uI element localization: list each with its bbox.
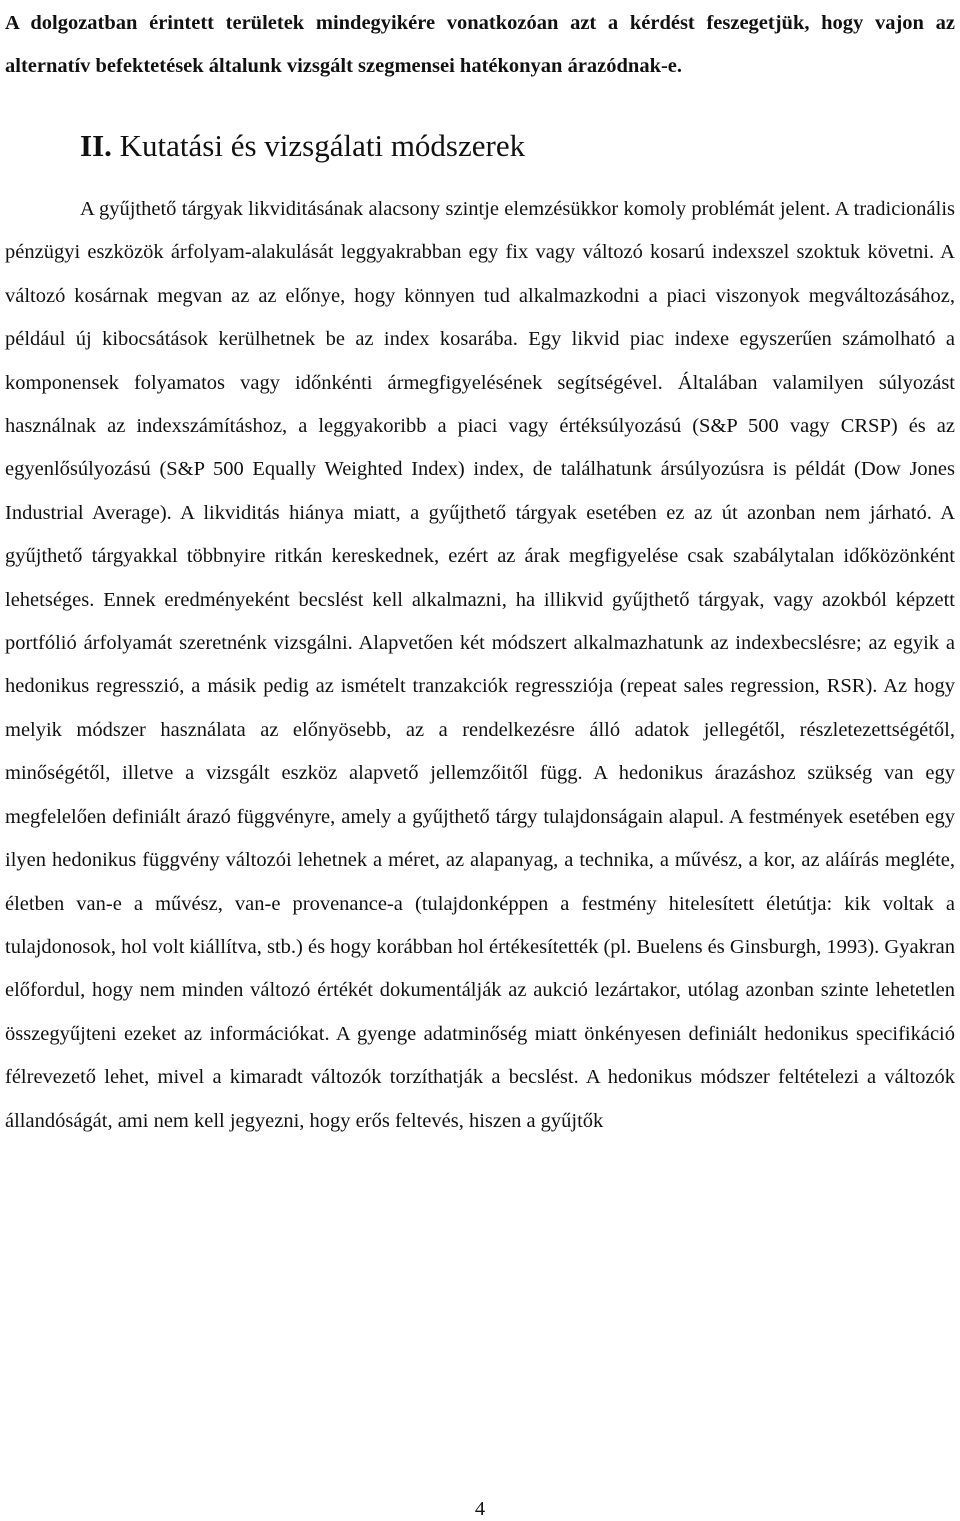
section-number: II. [80, 128, 112, 163]
page-number: 4 [474, 1498, 486, 1520]
section-heading [80, 126, 955, 166]
document-page [5, 0, 955, 1143]
body-paragraph: A gyűjthető tárgyak likviditásának alacsony szintje elemzésükkor komoly problémát jelent. A tradicionális pénzügyi eszközök árfolyam-alakulását leggyakrabban egy fix vagy változó kosarú indexszel szoktuk követni. A változó kosárnak megvan az az előnye, hogy könnyen tud alkalmazkodni a piaci viszonyok megváltozásához, például új kibocsátások kerülhetnek be az index kosarába. Egy likvid piac indexe egyszerűen számolható a komponensek folyamatos vagy időnkénti ármegfigyelésének segítségével. Általában valamilyen súlyozást használnak az indexszámításhoz, a leggyakoribb a piaci vagy értéksúlyozású (S&P 500 vagy CRSP) és az egyenlősúlyozású (S&P 500 Equally Weighted Index) index, de találhatunk ársúlyozúsra is példát (Dow Jones Industrial Average). A likviditás hiánya miatt, a gyűjthető tárgyak esetében ez az út azonban nem járható. A gyűjthető tárgyakkal többnyire ritkán kereskednek, ezért az árak megfigyelése csak szabálytalan időközönként lehetséges. Ennek eredményeként becslést kell alkalmazni, ha illikvid gyűjthető tárgyak, vagy azokból képzett portfólió árfolyamát szeretnénk vizsgálni. Alapvetően két módszert alkalmazhatunk az indexbecslésre; az egyik a hedonikus regresszió, a másik pedig az ismételt tranzakciók regressziója (repeat sales regression, RSR). Az hogy melyik módszer használata az előnyösebb, az a rendelkezésre álló adatok jellegétől, részletezettségétől, minőségétől, illetve a vizsgált eszköz alapvető jellemzőitől függ. A hedonikus árazáshoz szükség van egy megfelelően definiált árazó függvényre, amely a gyűjthető tárgy tulajdonságain alapul. A festmények esetében egy ilyen hedonikus függvény változói lehetnek a méret, az alapanyag, a technika, a művész, a kor, az aláírás megléte, életben van-e a művész, van-e provenance-a (tulajdonképpen a festmény hitelesített életútja: kik voltak a tulajdonosok, hol volt kiállítva, stb.) és hogy korábban hol értékesítették (pl. Buelens és Ginsburgh, 1993). Gyakran előfordul, hogy nem minden változó értékét dokumentálják az aukció lezártakor, utólag azonban szinte lehetetlen összegyűjteni ezeket az információkat. A gyenge adatminőség miatt önkényesen definiált hedonikus specifikáció félrevezető lehet, mivel a kimaradt változók torzíthatják a becslést. A hedonikus módszer feltételezi a változók állandóságát, ami nem kell jegyezni, hogy erős feltevés, hiszen a gyűjtők [5, 198, 955, 1132]
section-title: Kutatási és vizsgálati módszerek [119, 128, 526, 163]
intro-paragraph: A dolgozatban érintett területek mindegyikére vonatkozóan azt a kérdést feszegetjük, hogy vajon az alternatív befektetések általunk vizsgált szegmensei hatékonyan árazódnak-e. [5, 12, 955, 77]
